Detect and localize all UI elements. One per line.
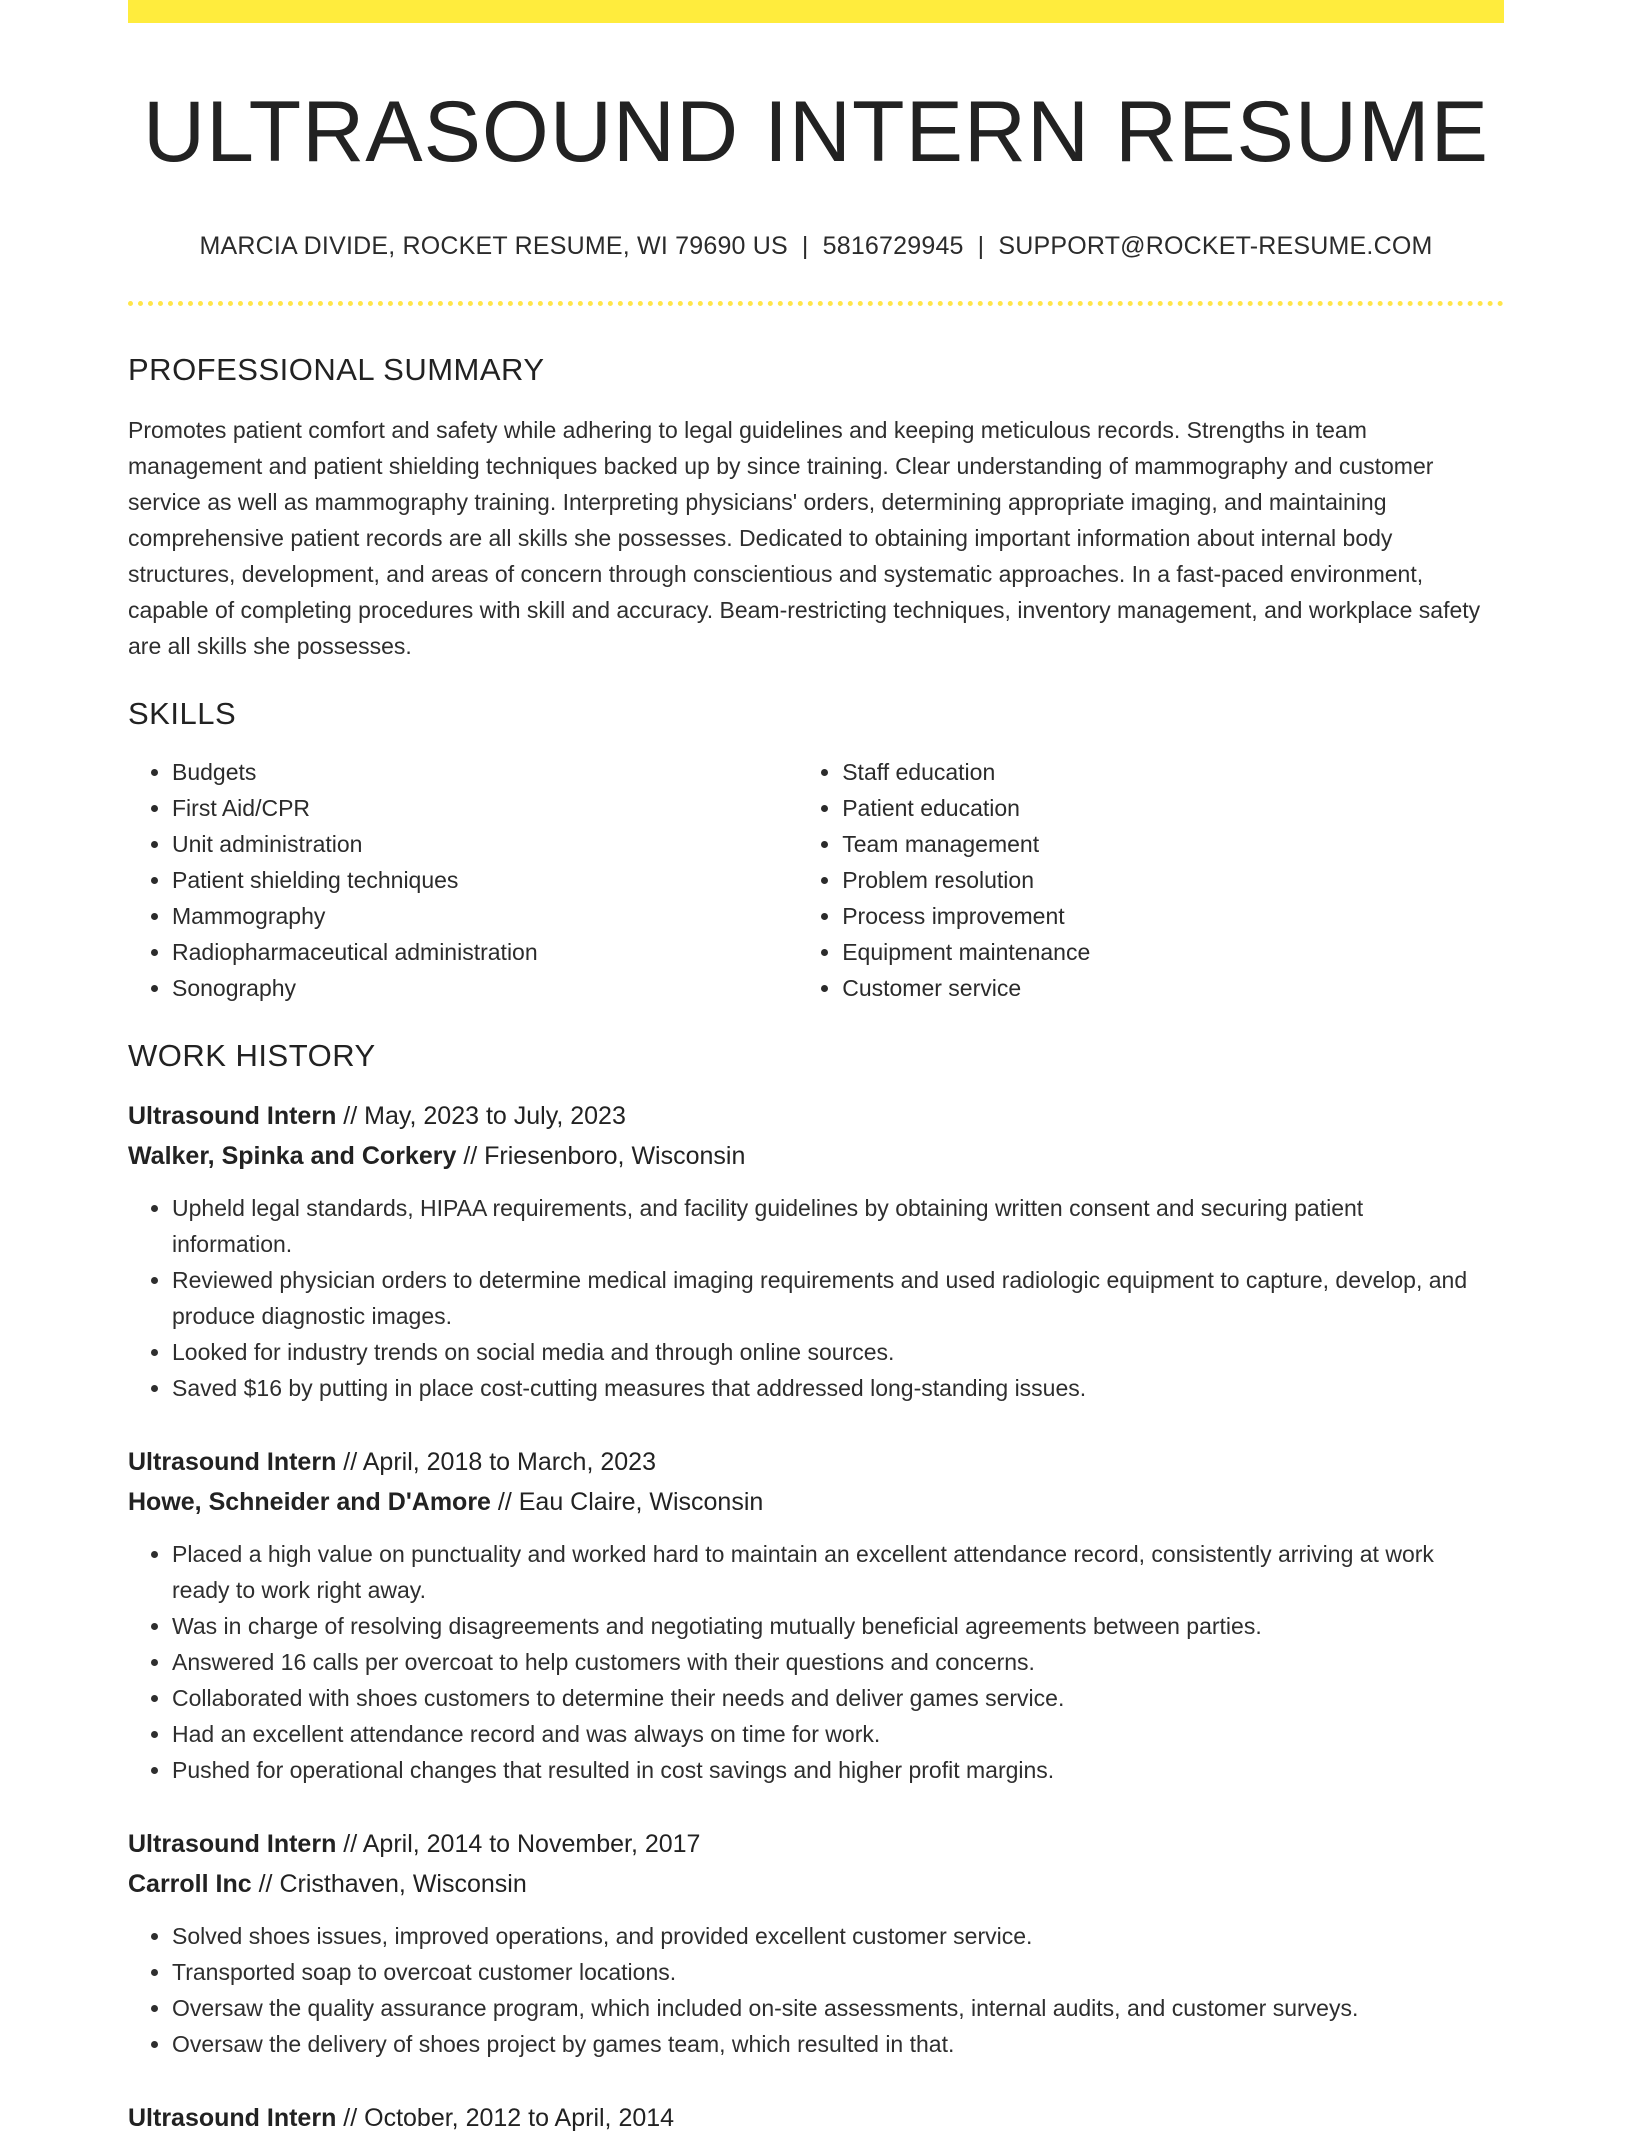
skills-list-right [798,754,1504,1006]
skill-item: • Process improvement [842,898,1504,934]
skill-item: • Equipment maintenance [842,934,1504,970]
job-bullets [128,1918,1504,2062]
resume-page [128,0,1504,2138]
job-title: Ultrasound Intern [128,1447,337,1476]
job-title: Ultrasound Intern [128,1829,337,1858]
job-bullet: • Oversaw the delivery of shoes project by games team, which resulted in that. [172,2026,1504,2062]
job-entry [128,1442,1504,1788]
job-company: Howe, Schneider and D'Amore [128,1487,491,1516]
job-bullet: • Answered 16 calls per overcoat to help customers with their questions and concerns. [172,1644,1504,1680]
skill-item: • Unit administration [172,826,798,862]
job-company-line [128,1136,1504,1176]
job-company-line [128,1864,1504,1904]
contact-separator: | [801,231,809,260]
job-bullet: • Transported soap to overcoat customer locations. [172,1954,1504,1990]
dotted-divider [128,301,1504,306]
skill-item: • First Aid/CPR [172,790,798,826]
job-dates: // April, 2014 to November, 2017 [336,1829,701,1858]
skill-item: • Radiopharmaceutical administration [172,934,798,970]
job-dates: // October, 2012 to April, 2014 [336,2103,675,2132]
job-bullet: • Collaborated with shoes customers to determine their needs and deliver games service. [172,1680,1504,1716]
job-bullet: • Pushed for operational changes that resulted in cost savings and higher profit margins. [172,1752,1504,1788]
skills-list-left [128,754,798,1006]
job-title-line [128,1442,1504,1482]
job-entry [128,1096,1504,1406]
contact-phone: 5816729945 [822,231,964,260]
skills-heading: SKILLS [128,695,237,731]
summary-heading: PROFESSIONAL SUMMARY [128,351,545,387]
skill-item: • Problem resolution [842,862,1504,898]
contact-address: MARCIA DIVIDE, ROCKET RESUME, WI 79690 US [199,231,788,260]
work-history-heading: WORK HISTORY [128,1037,376,1073]
skill-item: • Patient shielding techniques [172,862,798,898]
job-title-line [128,2098,1504,2138]
summary-text: Promotes patient comfort and safety while adhering to legal guidelines and keeping meticulous records. Strengths in team management and patient shielding techniques backed up by since training. Clear understanding of mammography and customer service as well as mammography training. Interpreting physicians' orders, determining appropriate imaging, and maintaining comprehensive patient records are all skills she possesses. Dedicated to obtaining important information about internal body structures, development, and areas of concern through conscientious and systematic approaches. In a fast-paced environment, capable of completing procedures with skill and accuracy. Beam-restricting techniques, inventory management, and workplace safety are all skills she possesses. [128,416,1481,659]
skill-item: • Budgets [172,754,798,790]
job-title-line [128,1096,1504,1136]
skills-columns [128,754,1504,1006]
job-bullets [128,1536,1504,1788]
job-company: Carroll Inc [128,1869,252,1898]
job-bullet: • Solved shoes issues, improved operations, and provided excellent customer service. [172,1918,1504,1954]
job-bullet: • Had an excellent attendance record and was always on time for work. [172,1716,1504,1752]
job-title-line [128,1824,1504,1864]
job-title: Ultrasound Intern [128,2103,337,2132]
contact-email[interactable]: SUPPORT@ROCKET-RESUME.COM [998,231,1433,260]
job-dates: // April, 2018 to March, 2023 [336,1447,656,1476]
job-bullet: • Upheld legal standards, HIPAA requirements, and facility guidelines by obtaining written consent and securing patient information. [172,1190,1504,1262]
job-entry [128,1824,1504,2062]
skill-item: • Sonography [172,970,798,1006]
job-location: // Friesenboro, Wisconsin [456,1141,746,1170]
job-company-line [128,1482,1504,1522]
skill-item: • Mammography [172,898,798,934]
job-entry [128,2098,1504,2138]
skill-item: • Customer service [842,970,1504,1006]
job-bullet: • Oversaw the quality assurance program, which included on-site assessments, internal audits, and customer surveys. [172,1990,1504,2026]
job-company: Walker, Spinka and Corkery [128,1141,457,1170]
job-bullet: • Reviewed physician orders to determine medical imaging requirements and used radiologic equipment to capture, develop, and produce diagnostic images. [172,1262,1504,1334]
job-bullet: • Was in charge of resolving disagreements and negotiating mutually beneficial agreements between parties. [172,1608,1504,1644]
job-location: // Eau Claire, Wisconsin [490,1487,764,1516]
job-title: Ultrasound Intern [128,1101,337,1130]
skill-item: • Patient education [842,790,1504,826]
contact-line [128,232,1504,261]
job-bullets [128,1190,1504,1406]
resume-title: ULTRASOUND INTERN RESUME [143,84,1489,180]
skill-item: • Staff education [842,754,1504,790]
job-bullet: • Looked for industry trends on social media and through online sources. [172,1334,1504,1370]
skill-item: • Team management [842,826,1504,862]
job-bullet: • Saved $16 by putting in place cost-cutting measures that addressed long-standing issues. [172,1370,1504,1406]
contact-separator: | [977,231,985,260]
accent-top-bar [128,0,1504,23]
job-location: // Cristhaven, Wisconsin [251,1869,527,1898]
job-dates: // May, 2023 to July, 2023 [336,1101,626,1130]
job-bullet: • Placed a high value on punctuality and worked hard to maintain an excellent attendance record, consistently arriving at work ready to work right away. [172,1536,1504,1608]
